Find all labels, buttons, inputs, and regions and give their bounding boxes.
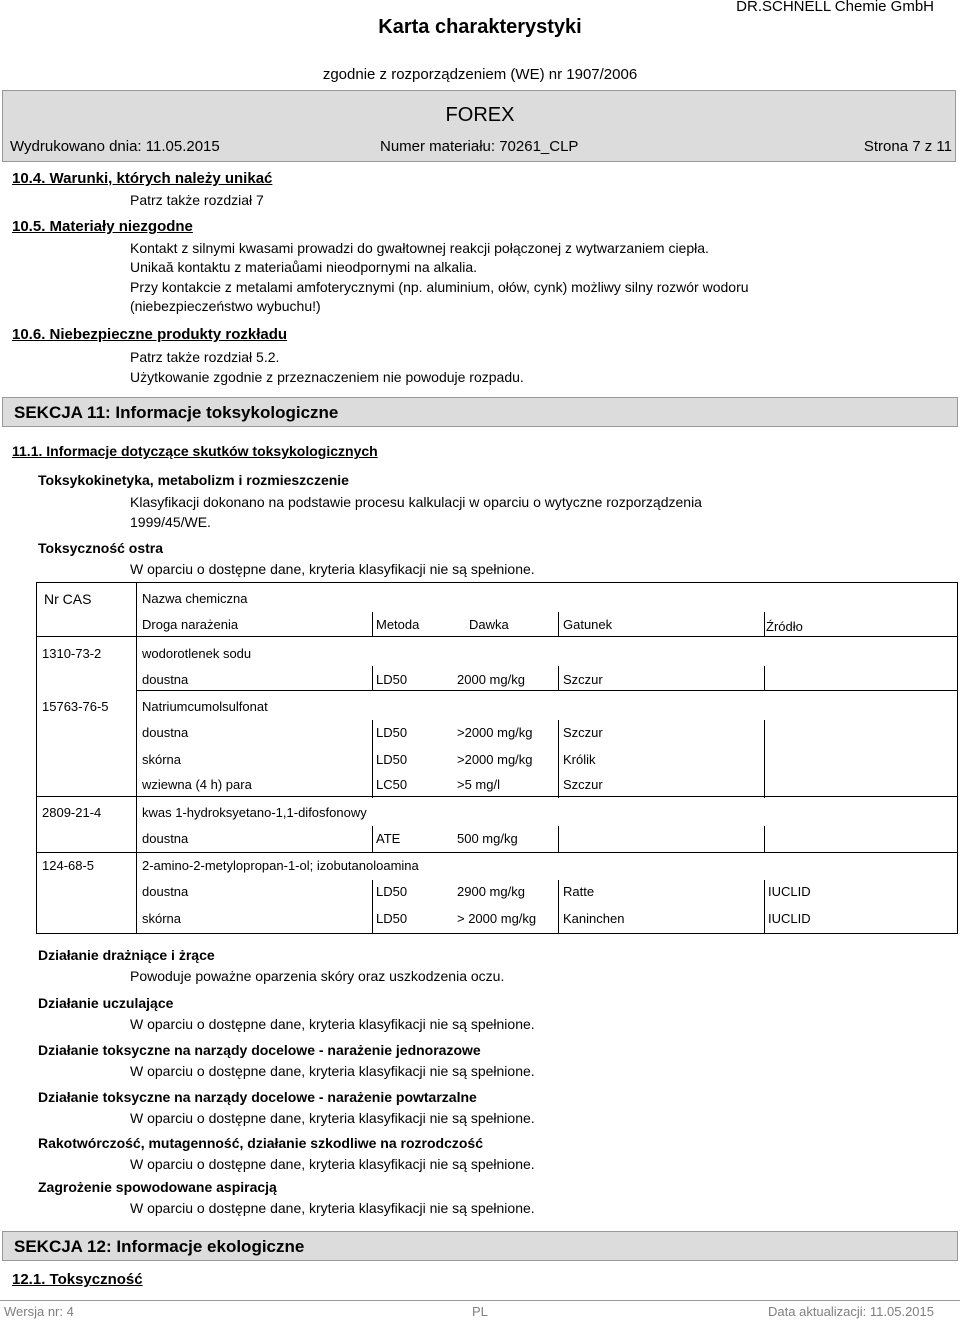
- chemical-name: 2-amino-2-metylopropan-1-ol; izobutanoloamina: [142, 858, 419, 873]
- heading-toxicokinetics: Toksykokinetyka, metabolizm i rozmieszczenie: [38, 472, 349, 488]
- col-header-source: Źródło: [766, 619, 803, 634]
- col-header-dose: Dawka: [469, 617, 509, 632]
- text-10-4: Patrz także rozdział 7: [130, 192, 264, 208]
- heading-10-6: 10.6. Niebezpieczne produkty rozkładu: [12, 326, 288, 343]
- text-sensitisation: W oparciu o dostępne dane, kryteria klasyfikacji nie są spełnione.: [130, 1016, 535, 1032]
- text-cmr: W oparciu o dostępne dane, kryteria klasyfikacji nie są spełnione.: [130, 1156, 535, 1172]
- footer-version: Wersja nr: 4: [4, 1304, 74, 1319]
- table-divider: [136, 582, 137, 934]
- dose-cell: 2000 mg/kg: [457, 672, 525, 687]
- cas-number: 124-68-5: [42, 858, 95, 873]
- table-divider: [764, 826, 765, 852]
- footer-updated: Data aktualizacji: 11.05.2015: [768, 1304, 934, 1319]
- species-cell: Kaninchen: [563, 911, 625, 926]
- cas-number: 1310-73-2: [42, 646, 102, 661]
- table-divider: [558, 612, 559, 636]
- text-acute-toxicity: W oparciu o dostępne dane, kryteria klasyfikacji nie są spełnione.: [130, 561, 535, 577]
- text-10-6-line-1: Patrz także rozdział 5.2.: [130, 349, 280, 365]
- species-cell: Królik: [563, 752, 596, 767]
- heading-11-1: 11.1. Informacje dotyczące skutków toksykologicznych: [12, 443, 378, 459]
- col-header-cas: Nr CAS: [44, 591, 92, 607]
- heading-stot-single: Działanie toksyczne na narządy docelowe - narażenie jednorazowe: [38, 1042, 481, 1058]
- text-toxicokinetics-line-1: Klasyfikacji dokonano na podstawie procesu kalkulacji w oparciu o wytyczne rozporządzenia: [130, 494, 702, 510]
- heading-acute-toxicity: Toksyczność ostra: [38, 540, 164, 556]
- text-10-6-line-2: Użytkowanie zgodnie z przeznaczeniem nie powoduje rozpadu.: [130, 369, 524, 385]
- regulation-line: zgodnie z rozporządzeniem (WE) nr 1907/2006: [322, 66, 638, 83]
- table-divider: [764, 612, 765, 636]
- route-cell: skórna: [142, 752, 182, 767]
- species-cell: Szczur: [563, 672, 603, 687]
- table-divider: [558, 666, 559, 690]
- section-12-title: SEKCJA 12: Informacje ekologiczne: [14, 1237, 305, 1256]
- text-aspiration: W oparciu o dostępne dane, kryteria klasyfikacji nie są spełnione.: [130, 1200, 535, 1216]
- method-cell: LD50: [376, 911, 408, 926]
- cas-number: 2809-21-4: [42, 805, 102, 820]
- text-toxicokinetics-line-2: 1999/45/WE.: [130, 514, 211, 530]
- col-header-species: Gatunek: [563, 617, 613, 632]
- text-10-5-line-1: Kontakt z silnymi kwasami prowadzi do gwałtownej reakcji połączonej z wytwarzaniem ciepła.: [130, 240, 709, 256]
- table-divider: [372, 880, 373, 934]
- method-cell: LD50: [376, 725, 408, 740]
- method-cell: LD50: [376, 672, 408, 687]
- route-cell: skórna: [142, 911, 182, 926]
- section-11-title: SEKCJA 11: Informacje toksykologiczne: [14, 403, 339, 422]
- source-cell: IUCLID: [768, 911, 811, 926]
- species-cell: Szczur: [563, 777, 603, 792]
- table-divider: [558, 826, 559, 852]
- species-cell: Szczur: [563, 725, 603, 740]
- table-divider: [764, 666, 765, 690]
- table-divider: [764, 720, 765, 798]
- table-divider: [372, 612, 373, 636]
- table-rule: [36, 852, 958, 853]
- dose-cell: >2000 mg/kg: [457, 725, 533, 740]
- dose-cell: 500 mg/kg: [457, 831, 518, 846]
- heading-irritation: Działanie drażniące i żrące: [38, 947, 215, 963]
- table-rule: [136, 690, 958, 691]
- heading-12-1: 12.1. Toksyczność: [12, 1271, 143, 1288]
- chemical-name: wodorotlenek sodu: [142, 646, 252, 661]
- heading-stot-repeated: Działanie toksyczne na narządy docelowe - narażenie powtarzalne: [38, 1089, 477, 1105]
- text-10-5-line-2: Unikaă kontaktu z materiaůami nieodpornymi na alkalia.: [130, 259, 478, 275]
- species-cell: Ratte: [563, 884, 595, 899]
- text-10-5-line-4: (niebezpieczeństwo wybuchu!): [130, 298, 321, 314]
- text-stot-repeated: W oparciu o dostępne dane, kryteria klasyfikacji nie są spełnione.: [130, 1110, 535, 1126]
- cas-number: 15763-76-5: [42, 699, 109, 714]
- page-number: Strona 7 z 11: [863, 138, 952, 155]
- printed-date: Wydrukowano dnia: 11.05.2015: [10, 138, 220, 155]
- chemical-name: Natriumcumolsulfonat: [142, 699, 268, 714]
- route-cell: doustna: [142, 725, 189, 740]
- table-divider: [372, 720, 373, 798]
- table-divider: [558, 880, 559, 934]
- company-name: DR.SCHNELL Chemie GmbH: [736, 0, 934, 15]
- footer-language: PL: [472, 1304, 488, 1319]
- chemical-name: kwas 1-hydroksyetano-1,1-difosfonowy: [142, 805, 367, 820]
- dose-cell: 2900 mg/kg: [457, 884, 525, 899]
- table-divider: [372, 826, 373, 852]
- col-header-route: Droga narażenia: [142, 617, 239, 632]
- route-cell: doustna: [142, 831, 189, 846]
- route-cell: doustna: [142, 884, 189, 899]
- heading-cmr: Rakotwórczość, mutagenność, działanie szkodliwe na rozrodczość: [38, 1135, 483, 1151]
- table-divider: [558, 720, 559, 798]
- heading-10-5: 10.5. Materiały niezgodne: [12, 218, 193, 235]
- footer-rule: [0, 1300, 960, 1301]
- method-cell: LD50: [376, 884, 408, 899]
- col-header-method: Metoda: [376, 617, 420, 632]
- method-cell: LC50: [376, 777, 408, 792]
- method-cell: LD50: [376, 752, 408, 767]
- text-10-5-line-3: Przy kontakcie z metalami amfoterycznymi (np. aluminium, ołów, cynk) możliwy silny rozwór wodoru: [130, 279, 749, 295]
- dose-cell: >5 mg/l: [457, 777, 500, 792]
- document-title: Karta charakterystyki: [378, 16, 582, 38]
- col-header-chemical-name: Nazwa chemiczna: [142, 591, 248, 606]
- heading-10-4: 10.4. Warunki, których należy unikać: [12, 170, 273, 187]
- table-rule: [36, 796, 958, 797]
- dose-cell: > 2000 mg/kg: [457, 911, 537, 926]
- route-cell: wziewna (4 h) para: [142, 777, 252, 792]
- heading-sensitisation: Działanie uczulające: [38, 995, 174, 1011]
- dose-cell: >2000 mg/kg: [457, 752, 533, 767]
- method-cell: ATE: [376, 831, 401, 846]
- heading-aspiration: Zagrożenie spowodowane aspiracją: [38, 1179, 277, 1195]
- table-divider: [372, 666, 373, 690]
- product-name: FOREX: [445, 104, 515, 126]
- source-cell: IUCLID: [768, 884, 811, 899]
- route-cell: doustna: [142, 672, 189, 687]
- text-stot-single: W oparciu o dostępne dane, kryteria klasyfikacji nie są spełnione.: [130, 1063, 535, 1079]
- material-number: Numer materiału: 70261_CLP: [380, 138, 579, 155]
- table-divider: [764, 880, 765, 934]
- table-rule: [36, 636, 958, 637]
- text-irritation: Powoduje poważne oparzenia skóry oraz uszkodzenia oczu.: [130, 968, 505, 984]
